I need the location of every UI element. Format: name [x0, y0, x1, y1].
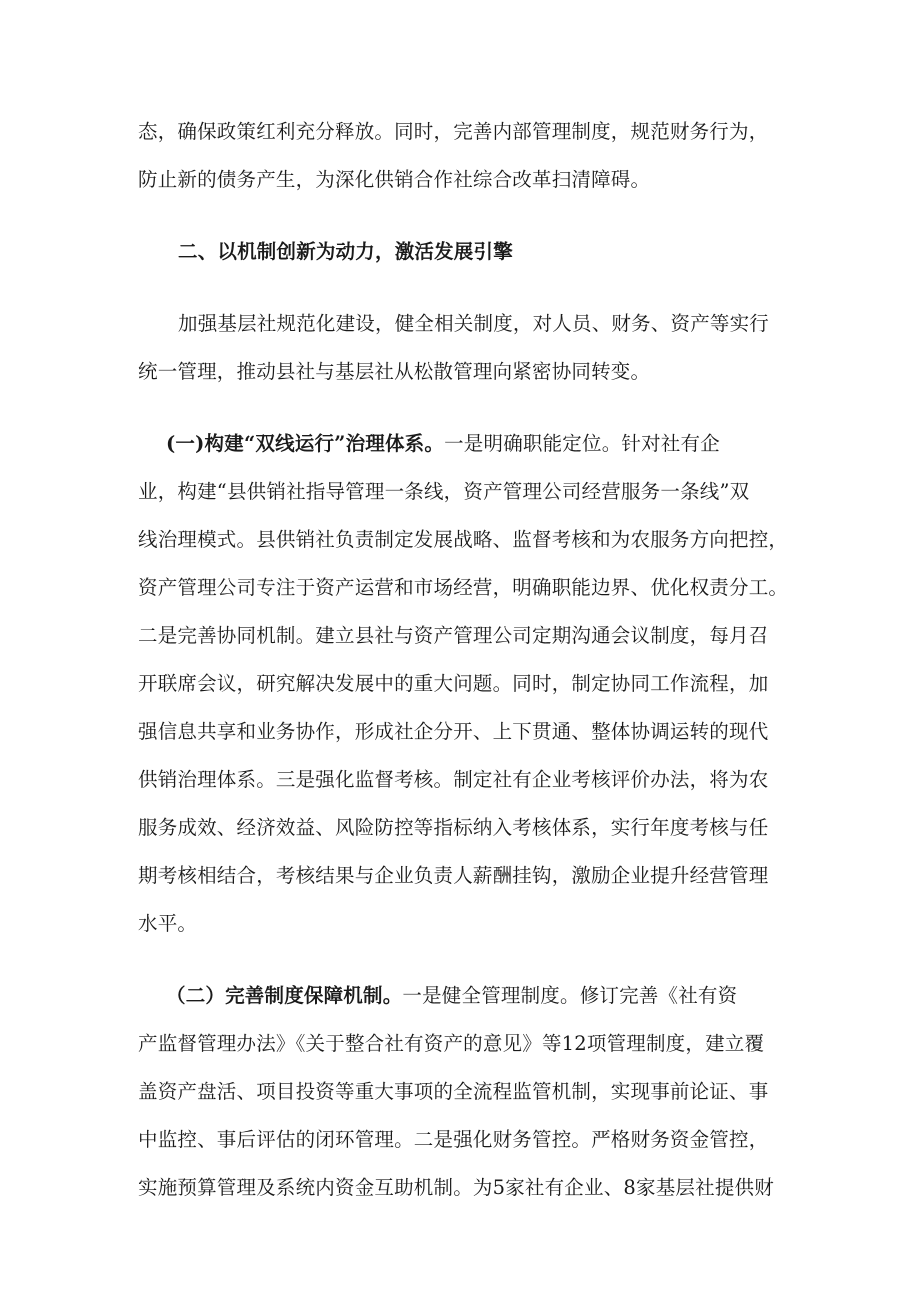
- text-line: 统一管理，推动县社与基层社从松散管理向紧密协同转变。: [138, 360, 651, 383]
- text-line: 防止新的债务产生，为深化供销合作社综合改革扫清障碍。: [138, 168, 651, 191]
- text-line: 态，确保政策红利充分释放。同时，完善内部管理制度，规范财务行为，: [138, 120, 769, 143]
- text-span: 一是健全管理制度。修订完善《社有资: [402, 984, 738, 1007]
- subsection-title: (一)构建“双线运行”治理体系。: [166, 432, 445, 455]
- text-line: 加强基层社规范化建设，健全相关制度，对人员、财务、资产等实行: [178, 312, 770, 335]
- text-line: [138, 1212, 786, 1260]
- document-page: [138, 108, 789, 1260]
- continuation-paragraph: [138, 108, 786, 204]
- text-line: 资产管理公司专注于资产运营和市场经营，明确职能边界、优化权责分工。: [138, 576, 789, 599]
- text-line: 供销治理体系。三是强化监督考核。制定社有企业考核评价办法，将为农: [138, 768, 769, 791]
- text-line: 开联席会议，研究解决发展中的重大问题。同时，制定协同工作流程，加: [138, 672, 769, 695]
- text-line: 盖资产盘活、项目投资等重大事项的全流程监管机制，实现事前论证、事: [138, 1080, 769, 1103]
- text-line: [138, 420, 786, 468]
- text-line: 二是完善协同机制。建立县社与资产管理公司定期沟通会议制度，每月召: [138, 624, 769, 647]
- text-line: 期考核相结合，考核结果与企业负责人薪酬挂钩，激励企业提升经营管理: [138, 864, 769, 887]
- text-line: 业，构建“县供销社指导管理一条线，资产管理公司经营服务一条线”双: [138, 480, 750, 503]
- text-span: 一是明确职能定位。针对社有企: [444, 432, 720, 455]
- section-intro-paragraph: [138, 300, 786, 396]
- text-line: 强信息共享和业务协作，形成社企分开、上下贯通、整体协调运转的现代: [138, 720, 769, 743]
- text-line: 产监督管理办法》《关于整合社有资产的意见》等12项管理制度，建立覆: [138, 1032, 765, 1055]
- text-line: 服务成效、经济效益、风险防控等指标纳入考核体系，实行年度考核与任: [138, 816, 769, 839]
- subsection-2-paragraph: [138, 972, 786, 1260]
- text-line: 水平。: [138, 912, 198, 935]
- text-line: 中监控、事后评估的闭环管理。二是强化财务管控。严格财务资金管控，: [138, 1128, 769, 1151]
- text-line: 线治理模式。县供销社负责制定发展战略、监督考核和为农服务方向把控，: [138, 528, 789, 551]
- text-line: 实施预算管理及系统内资金互助机制。为5家社有企业、8家基层社提供财: [138, 1176, 774, 1199]
- subsection-title: （二）完善制度保障机制。: [166, 984, 403, 1007]
- text-line: [138, 972, 786, 1020]
- section-heading: 二、以机制创新为动力，激活发展引擎: [178, 240, 513, 263]
- subsection-1-paragraph: [138, 420, 789, 948]
